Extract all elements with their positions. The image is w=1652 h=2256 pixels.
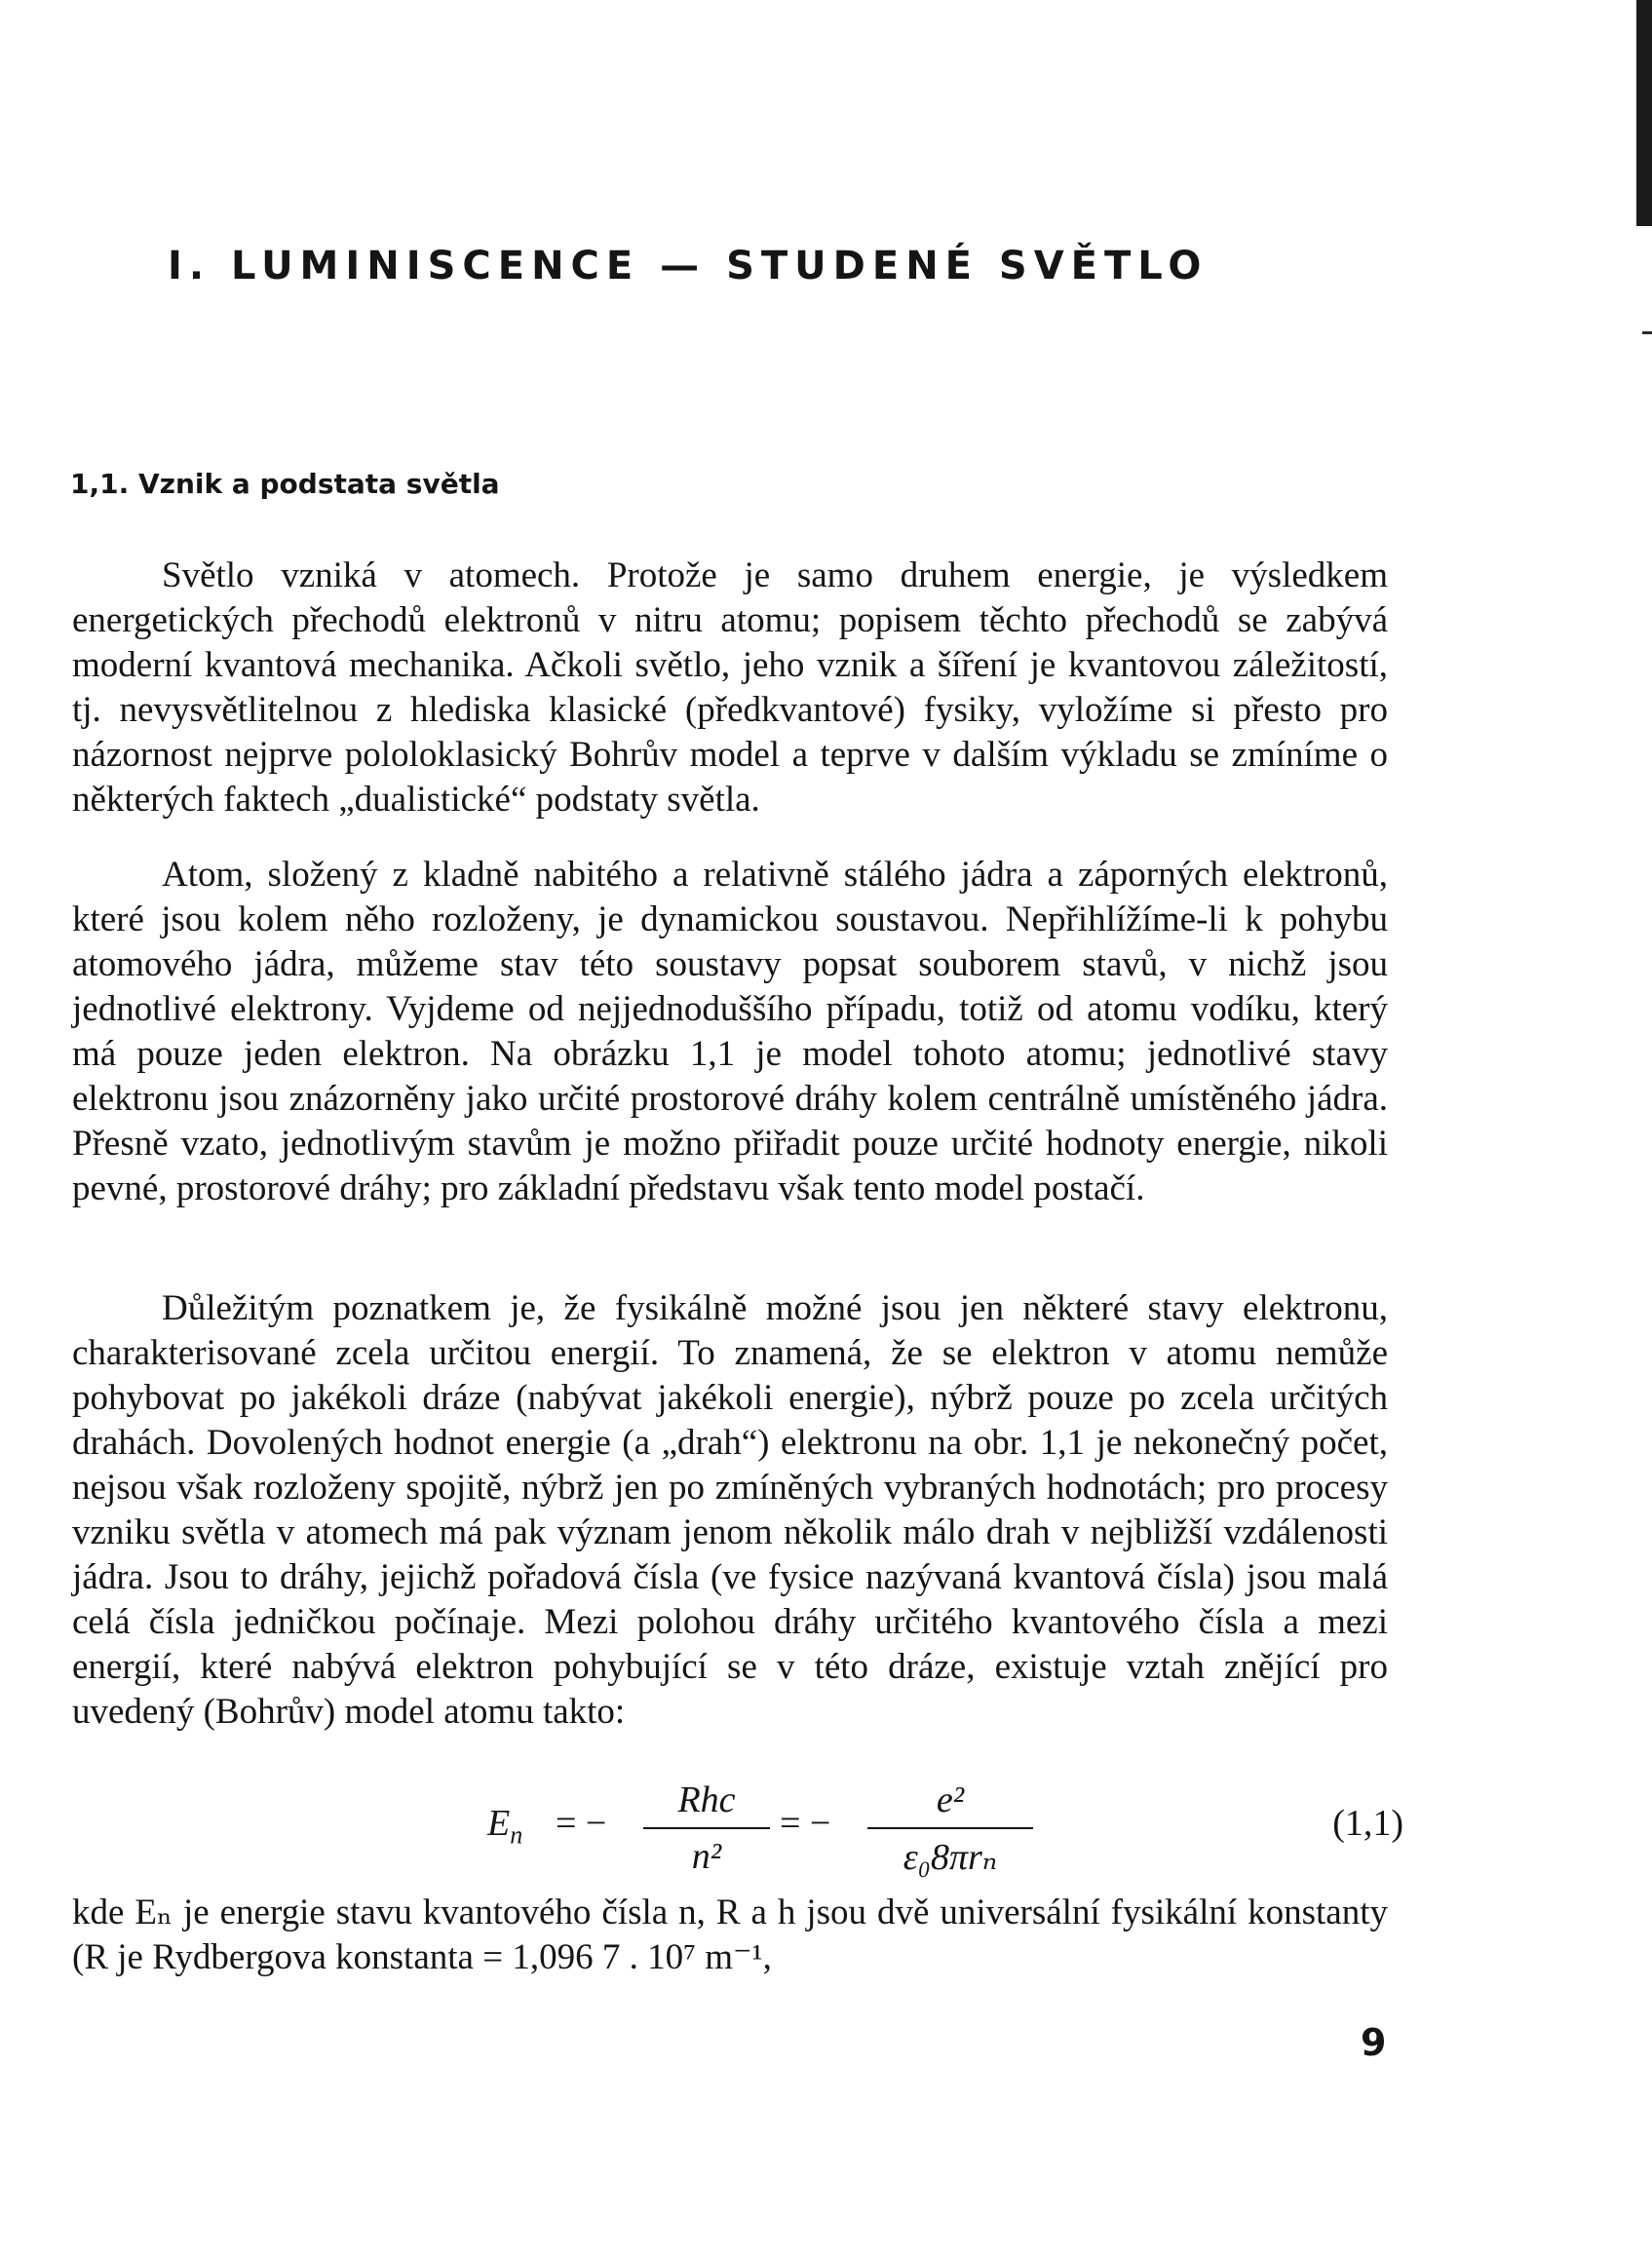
fraction-2-denominator: ε₀8πrₙ <box>903 1837 998 1878</box>
paragraph-3 <box>72 1286 1388 1735</box>
section-heading: 1,1. Vznik a podstata světla <box>70 468 500 500</box>
equation-lhs <box>487 1802 522 1851</box>
equation-lhs-subscript: n <box>510 1820 523 1850</box>
equation-lhs-symbol: E <box>487 1803 511 1844</box>
equation-operator-2: = − <box>780 1803 831 1844</box>
page-number: 9 <box>1361 2021 1387 2064</box>
paragraph-2 <box>72 853 1388 1211</box>
scan-edge-bar <box>1636 0 1652 226</box>
fraction-1-numerator: Rhc <box>677 1779 736 1820</box>
equation-operator-1: = − <box>556 1803 607 1844</box>
equation-1-1 <box>487 1778 1403 1886</box>
equation-fraction-1 <box>643 1778 770 1878</box>
fraction-1-bar <box>643 1827 770 1829</box>
fraction-2-numerator: e² <box>936 1779 965 1820</box>
paragraph-3-text: Důležitým poznatkem je, že fysikálně možné jsou jen některé stavy elektronu, charakterisované zcela určitou energií. To znamená, že se elektron v atomu nemůže pohybovat po jakékoli dráze (nabývat jakékoli energie), nýbrž pouze po zcela určitých drahách. Dovolených hodnot energie (a „drah“) elektronu na obr. 1,1 je nekonečný počet, nejsou však rozloženy spojitě, nýbrž jen po zmíněných vybraných hodnotách; pro procesy vzniku světla v atomech má pak význam jenom několik málo drah v nejbližší vzdálenosti jádra. Jsou to dráhy, jejichž pořadová čísla (ve fysice nazývaná kvantová čísla) jsou malá celá čísla jedničkou počínaje. Mezi polohou dráhy určitého kvantového čísla a mezi energií, které nabývá elektron pohybující se v této dráze, existuje vztah znějící pro uvedený (Bohrův) model atomu takto: <box>72 1288 1388 1732</box>
fraction-2-bar <box>867 1827 1033 1829</box>
paragraph-1 <box>72 554 1388 822</box>
scan-edge-mark <box>1642 331 1652 334</box>
paragraph-1-text: Světlo vzniká v atomech. Protože je samo druhem energie, je výsledkem energetických přechodů elektronů v nitru atomu; popisem těchto přechodů se zabývá moderní kvantová mechanika. Ačkoli světlo, jeho vznik a šíření je kvantovou záležitostí, tj. nevysvětlitelnou z hlediska klasické (předkvantové) fysiky, vyložíme si přesto pro názornost nejprve pololoklasický Bohrův model a teprve v dalším výkladu se zmíníme o některých faktech „dualistické“ podstaty světla. <box>72 555 1388 820</box>
equation-fraction-2 <box>867 1778 1033 1879</box>
chapter-title: I. LUMINISCENCE — STUDENÉ SVĚTLO <box>168 244 1209 288</box>
equation-number: (1,1) <box>1332 1803 1403 1844</box>
fraction-1-denominator: n² <box>691 1836 722 1877</box>
paragraph-2-text: Atom, složený z kladně nabitého a relativně stálého jádra a záporných elektronů, které jsou kolem něho rozloženy, je dynamickou soustavou. Nepřihlížíme-li k pohybu atomového jádra, můžeme stav této soustavy popsat souborem stavů, v nichž jsou jednotlivé elektrony. Vyjdeme od nejjednoduššího případu, totiž od atomu vodíku, který má pouze jeden elektron. Na obrázku 1,1 je model tohoto atomu; jednotlivé stavy elektronu jsou znázorněny jako určité prostorové dráhy kolem centrálně umístěného jádra. Přesně vzato, jednotlivým stavům je možno přiřadit pouze určité hodnoty energie, nikoli pevné, prostorové dráhy; pro základní představu však tento model postačí. <box>72 855 1388 1208</box>
after-equation-text: kde Eₙ je energie stavu kvantového čísla n, R a h jsou dvě universální fysikální konstanty (R je Rydbergova konstanta = 1,096 7 . 10⁷ m⁻¹, <box>72 1893 1388 1977</box>
